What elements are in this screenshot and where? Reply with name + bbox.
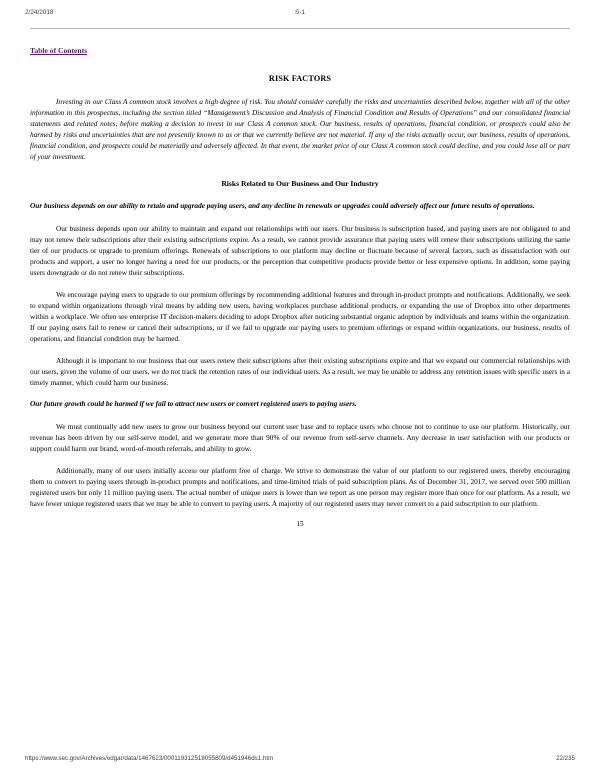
browser-print-footer (0, 755, 600, 767)
risk-1-paragraph-2: We encourage paying users to upgrade to our premium offerings by recommending additional features and through in-product prompts and notifications. Additionally, we seek to expand within organizations through viral means by adding new users, having workplaces purchase additional products, or expanding the use of Dropbox into other departments within a workplace. We often see enterprise IT decision-makers deciding to adopt Dropbox after noticing substantial organic adoption by individuals and teams within the organization. If our paying users fail to renew or cancel their subscriptions, or if we fail to upgrade our paying users to premium offerings or expand within organizations, our business, results of operations, and financial condition may be harmed. (30, 290, 570, 344)
browser-print-header (0, 9, 600, 21)
print-header-document-title: S-1 (295, 9, 305, 16)
page-title: RISK FACTORS (268, 74, 332, 83)
risk-heading-retain-upgrade-paying-users: Our business depends on our ability to retain and upgrade paying users, and any decline in renewals or upgrades could adversely affect our future results of operations. (30, 201, 535, 211)
print-header-date: 2/24/2018 (25, 9, 54, 16)
section-heading: Risks Related to Our Business and Our Industry (221, 179, 379, 189)
risk-1-paragraph-1: Our business depends upon our ability to maintain and expand our relationships with our users. Our business is subscription based, and paying users are not obligated to and may not renew their subscriptions after their existing subscriptions expire. As a result, we cannot provide assurance that paying users will renew their subscriptions utilizing the same tier of our products or upgrade to premium offerings. Renewals of subscriptions to our platform may decline or fluctuate because of several factors, such as dissatisfaction with our products and support, a user no longer having a need for our products, or the perception that competitive products provide better or less expensive options. In addition, some paying users downgrade or do not renew their subscriptions. (30, 223, 570, 278)
risk-2-paragraph-2: Additionally, many of our users initially access our platform free of charge. We strive to demonstrate the value of our platform to our registered users, thereby encouraging them to convert to paying users through in-product prompts and notifications, and time-limited trials of paid subscription plans. As of December 31, 2017, we served over 500 million registered users but only 11 million paying users. The actual number of unique users is lower than we report as one person may register more than once for our platform. As a result, we have fewer unique registered users that we may be able to convert to paying users. A majority of our registered users may never convert to a paid subscription to our platform. (30, 466, 570, 509)
print-footer-url: https://www.sec.gov/Archives/edgar/data/1467623/000119312518055809/d451946ds1.htm (25, 755, 274, 762)
risk-heading-future-growth-attract-new-users: Our future growth could be harmed if we fail to attract new users or convert registered users to paying users. (30, 399, 357, 409)
document-page (30, 40, 570, 528)
document-page-number: 15 (296, 520, 304, 529)
print-footer-page-indicator: 22/235 (556, 755, 575, 762)
risk-1-paragraph-3: Although it is important to our business that our users renew their subscriptions after their existing subscriptions expire and that we expand our commercial relationships with our users, given the volume of our users, we do not track the retention rates of our individual users. As a result, we may be unable to address any retention issues with specific users in a timely manner, which could harm our business. (30, 356, 570, 388)
header-divider (30, 28, 570, 29)
table-of-contents-link[interactable]: Table of Contents (30, 46, 88, 55)
intro-paragraph: Investing in our Class A common stock involves a high degree of risk. You should consider carefully the risks and uncertainties described below, together with all of the other information in this prospectus, including the section titled “Management’s Discussion and Analysis of Financial Condition and Results of Operations” and our consolidated financial statements and related notes, before making a decision to invest in our Class A common stock. Our business, results of operations, financial condition, or prospects could also be harmed by risks and uncertainties that are not presently known to us or that we currently believe are not material. If any of the risks actually occur, our business, results of operations, financial condition, and prospects could be materially and adversely affected. In that event, the market price of our Class A common stock could decline, and you could lose all or part of your investment. (30, 97, 570, 162)
risk-2-paragraph-1: We must continually add new users to grow our business beyond our current user base and to replace users who choose not to continue to use our platform. Historically, our revenue has been driven by our self-serve model, and we generate more than 90% of our revenue from self-serve channels. Any decrease in user satisfaction with our products or support could harm our brand, word-of-mouth referrals, and ability to grow. (30, 422, 570, 454)
